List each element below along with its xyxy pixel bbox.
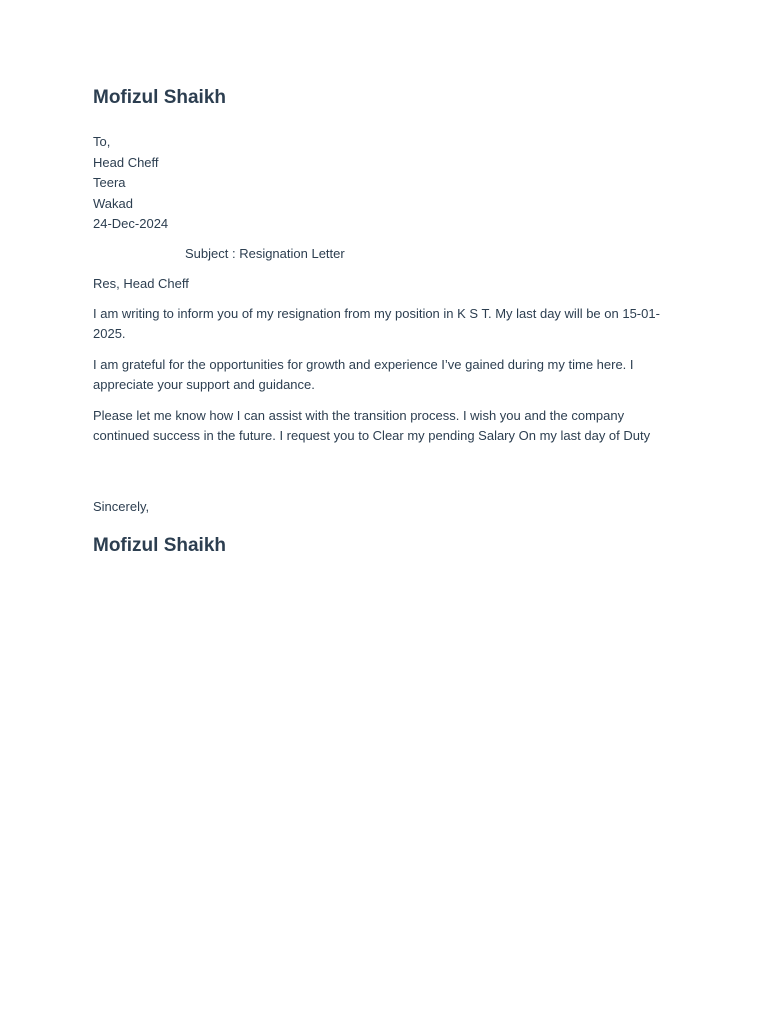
closing: Sincerely, xyxy=(93,498,150,514)
recipient-company: Teera xyxy=(93,175,126,190)
paragraph-transition: Please let me know how I can assist with the transition process. I wish you and the company continued success in the future. I request you to Clear my pending Salary On my last day of Duty xyxy=(93,407,651,443)
recipient-to: To, xyxy=(93,134,111,149)
subject-line: Subject : Resignation Letter xyxy=(185,245,345,261)
recipient-block xyxy=(93,132,668,235)
paragraph-resignation: I am writing to inform you of my resignation from my position in K S T. My last day will be on 15-01-2025. xyxy=(93,305,660,341)
letter-date: 24-Dec-2024 xyxy=(93,216,169,231)
paragraph-gratitude: I am grateful for the opportunities for growth and experience I’ve gained during my time here. I appreciate your support and guidance. xyxy=(93,356,634,392)
letter-body xyxy=(93,84,668,559)
signature-name: Mofizul Shaikh xyxy=(93,534,226,556)
recipient-location: Wakad xyxy=(93,195,133,211)
sender-name: Mofizul Shaikh xyxy=(93,87,226,108)
salutation: Res, Head Cheff xyxy=(93,275,189,291)
recipient-title: Head Cheff xyxy=(93,154,159,170)
